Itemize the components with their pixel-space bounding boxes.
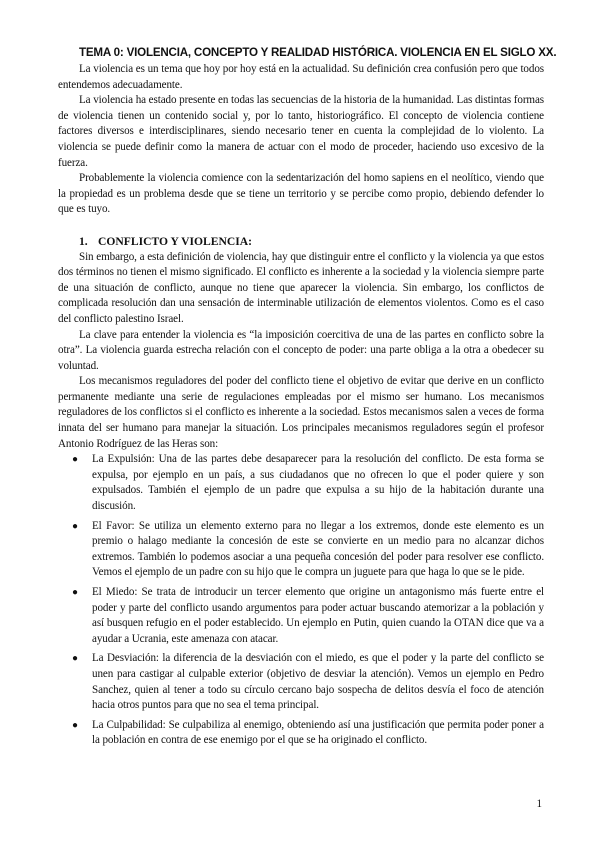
section-heading [79, 234, 544, 250]
bullet-icon: ● [72, 653, 78, 665]
list-item [58, 452, 544, 514]
intro-paragraph: Probablemente la violencia comience con la sedentarización del homo sapiens en el neolítico, viendo que la propiedad es un problema desde que se tiene un territorio y se percibe como propio, debiendo defender lo que es tuyo. [58, 172, 544, 216]
list-item-text: La Culpabilidad: Se culpabiliza al enemigo, obteniendo así una justificación que permita poder poner a la población en contra de ese enemigo por el que se ha originado el conflicto. [92, 718, 544, 747]
page-number: 1 [536, 798, 542, 810]
section-paragraph: Los mecanismos reguladores del poder del conflicto tiene el objetivo de evitar que derive en un conflicto permanente mediante una serie de regulaciones empleadas por el mismo ser humano. Los mecanismos reguladores de los conflictos si el conflicto es inherente a la sociedad. Estos mecanismos salen a veces de forma innata del ser humano para manejar la situación. Los principales mecanismos reguladores según el profesor Antonio Rodríguez de las Heras son: [58, 375, 544, 450]
bullet-icon: ● [72, 454, 78, 466]
section-paragraph: La clave para entender la violencia es “la imposición coercitiva de una de las partes en conflicto sobre la otra”. La violencia guarda estrecha relación con el concepto de poder: una parte obliga a la otra a obedecer su voluntad. [58, 328, 544, 372]
list-item [58, 651, 544, 713]
mechanisms-list [58, 452, 544, 749]
list-item [58, 519, 544, 581]
list-item-text: El Miedo: Se trata de introducir un tercer elemento que origine un antagonismo más fuerte entre el poder y parte del conflicto usando argumentos para poder actuar buscando atemorizar a la población y así busquen refugio en el poder establecido. Un ejemplo en Putin, quien cuando la OTAN dice que va a ayudar a Ucrania, este amenaza con atacar. [92, 586, 544, 645]
bullet-icon: ● [72, 520, 78, 532]
list-item-text: La Desviación: la diferencia de la desviación con el miedo, es que el poder y la parte del conflicto se unen para castigar al culpable exterior (objetivo de desviar la atención). Vemos un ejemplo en Pedro Sanchez, quien al tener a todo su círculo cercano bajo sospecha de delitos desvía el foco de atención hacia otros puntos para que no sea el tema principal. [92, 652, 544, 712]
page-content [58, 46, 557, 753]
list-item [58, 585, 544, 647]
list-item-text: El Favor: Se utiliza un elemento externo para no llegar a los extremos, donde este elemento es un premio o halago mediante la concesión de este se convierte en un medio para no alcanzar dichos extremos. También lo podemos asociar a una pequeña concesión del poder para resolver ese conflicto. Vemos el ejemplo de un padre con su hijo que le compra un juguete para que haga lo que se le pide. [92, 519, 544, 579]
list-item [58, 718, 544, 749]
bullet-icon: ● [72, 587, 78, 598]
bullet-icon: ● [72, 719, 78, 731]
list-item-text: La Expulsión: Una de las partes debe desaparecer para la resolución del conflicto. De esta forma se expulsa, por ejemplo en un país, a sus ciudadanos que no ofrecen lo que el poder quiere y son expulsados. También el ejemplo de un padre que expulsa a su hijo de la habitación durante una discusión. [92, 453, 544, 513]
section-paragraph: Sin embargo, a esta definición de violencia, hay que distinguir entre el conflicto y la violencia ya que estos dos términos no tienen el mismo significado. El conflicto es inherente a la sociedad y la violencia siempre parte de una situación de conflicto, aunque no tiene que aparecer la violencia. Sin embargo, los conflictos de complicada resolución dan una sensación de interminable utilización de elementos violentos. Como es el caso del conflicto palestino Israel. [58, 250, 544, 325]
section-number: 1. [79, 234, 88, 248]
intro-paragraph: La violencia ha estado presente en todas las secuencias de la historia de la humanidad. Las distintas formas de violencia tienen un contenido social y, por lo tanto, historiográfico. El concepto de violencia contiene factores diversos e interdisciplinares, siendo necesario tener en cuenta la complejidad de lo violento. La violencia se puede definir como la manera de actuar con el modo de proceder, haciendo uso excesivo de la fuerza. [58, 94, 544, 169]
document-title: TEMA 0: VIOLENCIA, CONCEPTO Y REALIDAD HISTÓRICA. VIOLENCIA EN EL SIGLO XX. [79, 46, 557, 59]
intro-paragraph: La violencia es un tema que hoy por hoy está en la actualidad. Su definición crea confusión pero que todos entendemos adecuadamente. [58, 63, 544, 91]
section-title: CONFLICTO Y VIOLENCIA: [98, 234, 252, 248]
